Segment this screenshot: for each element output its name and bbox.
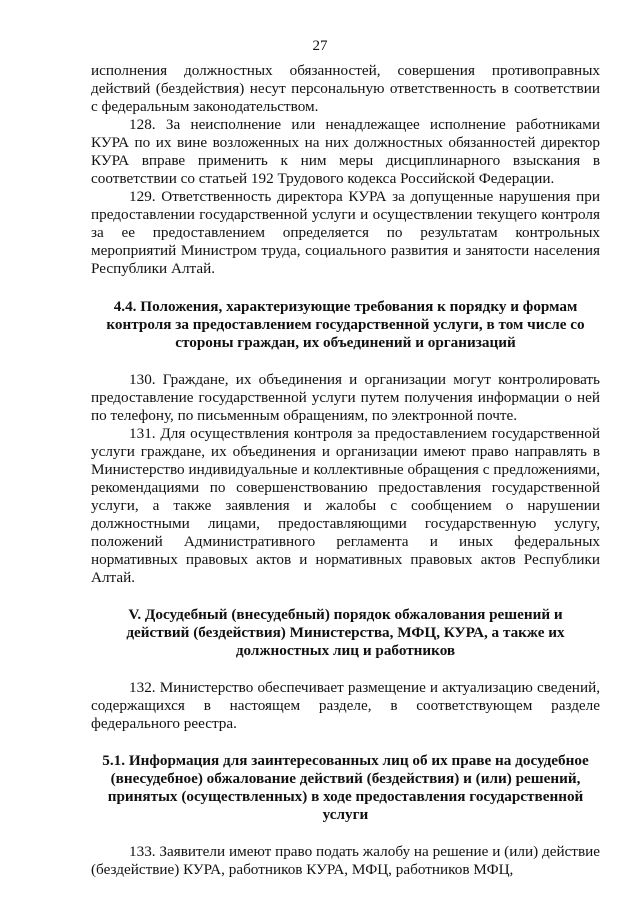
section-heading-V: V. Досудебный (внесудебный) порядок обжалования решений и действий (бездействия) Министерства, МФЦ, КУРА, а также их должностных лиц и работников: [126, 606, 565, 659]
paragraph-130: 130. Граждане, их объединения и организации могут контролировать предоставление государственной услуги путем получения информации о ней по телефону, по письменным обращениям, по электронной почте.: [91, 371, 600, 424]
document-body: [91, 62, 600, 879]
paragraph-131: 131. Для осуществления контроля за предоставлением государственной услуги граждане, их объединения и организации имеют право направлять в Министерство индивидуальные и коллективные обращения с предложениями, рекомендациями по совершенствованию предоставления государственной услуги, а также заявления и жалобы с сообщением о нарушении должностными лицами, предоставляющими государственную услугу, положений Административного регламента и иных федеральных нормативных правовых актов и нормативных правовых актов Республики Алтай.: [91, 425, 600, 586]
section-heading-5-1: 5.1. Информация для заинтересованных лиц об их праве на досудебное (внесудебное) обжалование действий (бездействия) и (или) решений, принятых (осуществленных) в ходе предоставления государственной услуги: [102, 752, 589, 823]
paragraph-133: 133. Заявители имеют право подать жалобу на решение и (или) действие (бездействие) КУРА, работников КУРА, МФЦ, работников МФЦ,: [91, 843, 600, 878]
page-number: 27: [312, 38, 328, 54]
paragraph-continuation: исполнения должностных обязанностей, совершения противоправных действий (бездействия) несут персональную ответственность в соответствии с федеральным законодательством.: [91, 62, 600, 115]
paragraph-132: 132. Министерство обеспечивает размещение и актуализацию сведений, содержащихся в настоящем разделе, в соответствующем разделе федерального реестра.: [91, 679, 600, 732]
section-heading-4-4: 4.4. Положения, характеризующие требования к порядку и формам контроля за предоставлением государственной услуги, в том числе со стороны граждан, их объединений и организаций: [106, 298, 585, 351]
paragraph-128: 128. За неисполнение или ненадлежащее исполнение работниками КУРА по их вине возложенных на них должностных обязанностей директор КУРА вправе применить к ним меры дисциплинарного взыскания в соответствии со статьей 192 Трудового кодекса Российской Федерации.: [91, 116, 600, 187]
paragraph-129: 129. Ответственность директора КУРА за допущенные нарушения при предоставлении государственной услуги и осуществлении текущего контроля за ее предоставлением определяется по результатам контрольных мероприятий Министром труда, социального развития и занятости населения Республики Алтай.: [91, 188, 600, 277]
